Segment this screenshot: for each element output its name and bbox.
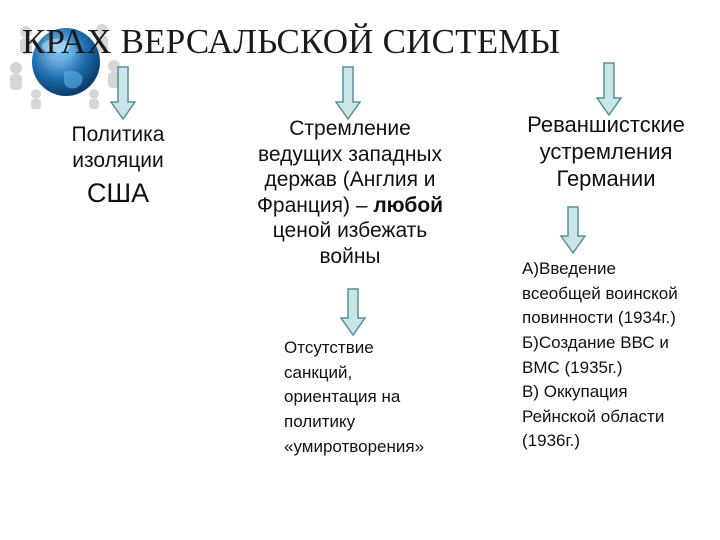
text-line: войны [319, 245, 381, 269]
list-item: (1936г.) [522, 431, 580, 451]
text-line: ценой избежать [272, 219, 428, 243]
text-line: Германии [556, 165, 656, 191]
down-arrow-icon [596, 62, 622, 116]
text-line: держав (Англия и [264, 168, 436, 192]
list-item: политику [284, 411, 356, 431]
list-item: Отсутствие [284, 338, 374, 357]
list-item: всеобщей воинской [522, 283, 678, 303]
text-line: устремления [539, 138, 673, 164]
text-line: ведущих западных [257, 142, 443, 166]
list-item: В) Оккупация [522, 382, 628, 402]
germany-result-list [522, 257, 718, 454]
text-line: Политика [71, 123, 165, 146]
western-powers-box [232, 116, 468, 270]
usa-policy-label [38, 122, 198, 173]
list-item: Рейнской области [522, 406, 665, 426]
down-arrow-icon [560, 206, 586, 254]
list-item: А)Введение [522, 259, 616, 278]
list-item: «умиротворения» [284, 436, 425, 456]
list-item: Б)Создание ВВС и [522, 332, 669, 352]
list-item: ВМС (1935г.) [522, 357, 623, 377]
down-arrow-icon [110, 66, 136, 120]
text-line: изоляции [72, 148, 164, 172]
germany-box [496, 112, 716, 192]
down-arrow-icon [335, 66, 361, 120]
list-item: ориентация на [284, 387, 401, 407]
list-item: санкций, [284, 362, 353, 382]
emphasis-text: любой [373, 193, 444, 217]
list-item: повинности (1934г.) [522, 308, 676, 328]
usa-label: США [86, 178, 150, 208]
down-arrow-icon [340, 288, 366, 336]
text-line [232, 193, 468, 219]
text-line: Стремление [289, 117, 411, 140]
page-title: КРАХ ВЕРСАЛЬСКОЙ СИСТЕМЫ [22, 22, 561, 61]
text-line: Реваншистские [527, 112, 685, 137]
text-span: Франция) – [256, 193, 374, 217]
western-result-list [284, 336, 464, 459]
